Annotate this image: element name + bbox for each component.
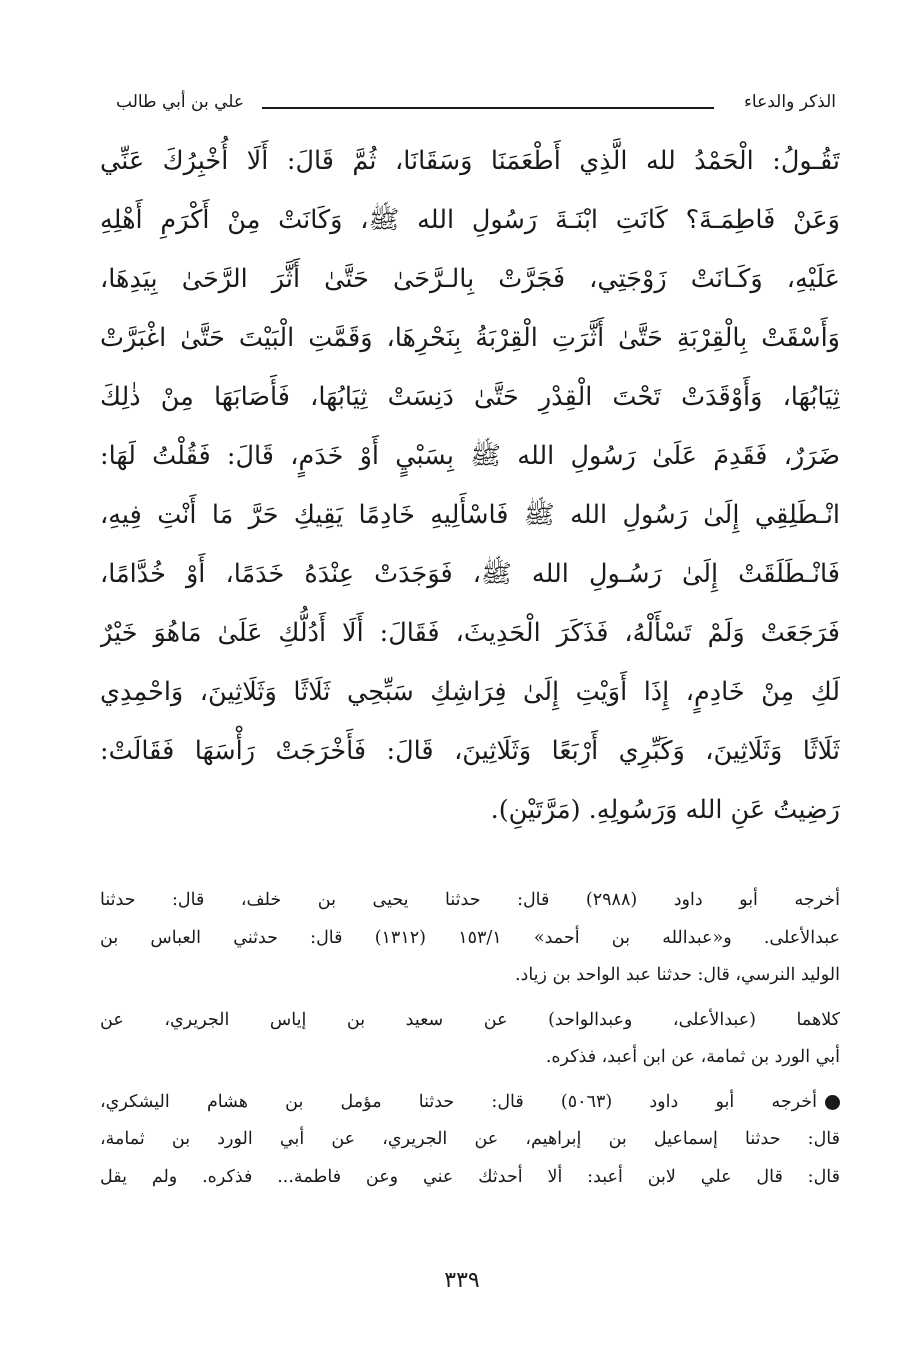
note-line: قال: حدثنا إسماعيل بن إبراهيم، عن الجريري، عن أبي الورد بن ثمامة، [100, 1129, 840, 1149]
text-line: رَضِيتُ عَنِ الله وَرَسُولِهِ. (مَرَّتَيْنِ). [490, 795, 840, 825]
note-line: أبي الورد بن ثمامة، عن ابن أعبد، فذكره. [545, 1047, 840, 1067]
note-line: قال: قال علي لابن أعبد: ألا أحدثك عني وعن فاطمة... فذكره. ولم يقل [100, 1166, 840, 1187]
text-line: ثِيَابُهَا، وَأَوْقَدَتْ تَحْتَ الْقِدْرِ حَتَّىٰ دَنِسَتْ ثِيَابُهَا، فَأَصَابَهَا مِنْ ذٰلِكَ [100, 382, 840, 412]
bullet-icon [825, 1095, 840, 1110]
takhrij-notes [100, 882, 840, 1196]
text-line: ثَلَاثًا وَثَلَاثِينَ، وَكَبِّرِي أَرْبَعًا وَثَلَاثِينَ، قَالَ: فَأَخْرَجَتْ رَأْسَهَا فَقَالَتْ: [100, 736, 840, 766]
text-line: فَانْـطَلَقَتْ إِلَىٰ رَسُـولِ الله ﷺ، فَوَجَدَتْ عِنْدَهُ خَدَمًا، أَوْ خُدَّامًا، [100, 559, 840, 589]
text-line: وَأَسْقَتْ بِالْقِرْبَةِ حَتَّىٰ أَثَّرَتِ الْقِرْبَةُ بِنَحْرِهَا، وَقَمَّتِ الْبَيْتَ حَتَّىٰ اغْبَرَّتْ [100, 323, 840, 353]
text-line: فَرَجَعَتْ وَلَمْ تَسْأَلْهُ، فَذَكَرَ الْحَدِيثَ، فَقَالَ: أَلَا أَدُلُّكِ عَلَىٰ مَاهُوَ خَيْرٌ [100, 618, 840, 648]
page-number: ٣٣٩ [444, 1268, 480, 1293]
text-line: عَلَيْهِ، وَكَـانَتْ زَوْجَتِي، فَجَرَّتْ بِالـرَّحَىٰ حَتَّىٰ أَثَّرَ الرَّحَىٰ بِيَدِهَا، [100, 264, 840, 294]
hadith-text [100, 132, 840, 840]
note-line: كلاهما (عبدالأعلى، وعبدالواحد) عن سعيد بن إياس الجريري، عن [100, 1009, 840, 1030]
running-header-author: علي بن أبي طالب [116, 92, 245, 112]
note-line: الوليد النرسي، قال: حدثنا عبد الواحد بن زياد. [514, 965, 840, 985]
text-line: انْـطَلِقِي إِلَىٰ رَسُولِ الله ﷺ فَاسْأَلِيهِ خَادِمًا يَقِيكِ حَرَّ مَا أَنْتِ فِيهِ، [100, 500, 840, 530]
text-line: ضَرَرٌ، فَقَدِمَ عَلَىٰ رَسُولِ الله ﷺ بِسَبْيٍ أَوْ خَدَمٍ، قَالَ: فَقُلْتُ لَهَا: [100, 441, 840, 471]
running-header-title: الذكر والدعاء [743, 92, 836, 112]
header-rule [262, 107, 714, 109]
text-line: تَقُـولُ: الْحَمْدُ لله الَّذِي أَطْعَمَنَا وَسَقَانَا، ثُمَّ قَالَ: أَلَا أُخْبِرُكَ عَنِّي [100, 146, 840, 176]
note-line-text: أخرجه أبو داود (٥٠٦٣) قال: حدثنا مؤمل بن هشام اليشكري، [100, 1091, 817, 1112]
note-line [100, 1084, 840, 1122]
text-line: لَكِ مِنْ خَادِمٍ، إِذَا أَوَيْتِ إِلَىٰ فِرَاشِكِ سَبِّحِي ثَلَاثًا وَثَلَاثِينَ، وَاحْمِدِي [100, 677, 840, 707]
note-line: أخرجه أبو داود (٢٩٨٨) قال: حدثنا يحيى بن خلف، قال: حدثنا [100, 890, 840, 910]
text-line: وَعَنْ فَاطِمَـةَ؟ كَانَتِ ابْنَـةَ رَسُولِ الله ﷺ، وَكَانَتْ مِنْ أَكْرَمِ أَهْلِهِ [100, 205, 840, 235]
note-line: عبدالأعلى. و«عبدالله بن أحمد» ١٥٣/١ (١٣١٢) قال: حدثني العباس بن [100, 927, 840, 948]
